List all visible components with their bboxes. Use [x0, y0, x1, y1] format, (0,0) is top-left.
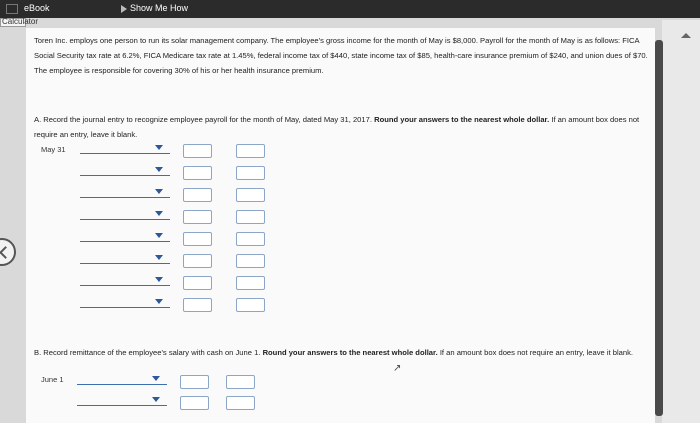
credit-input-1[interactable] — [236, 144, 265, 158]
part-a-instructions — [34, 112, 654, 142]
debit-input-5[interactable] — [183, 232, 212, 246]
scroll-up-icon[interactable] — [681, 33, 691, 38]
account-select-b2[interactable] — [77, 404, 167, 406]
credit-input-5[interactable] — [236, 232, 265, 246]
dropdown-arrow-icon[interactable] — [155, 233, 163, 238]
play-icon[interactable] — [121, 5, 127, 13]
credit-input-7[interactable] — [236, 276, 265, 290]
dropdown-arrow-icon[interactable] — [155, 255, 163, 260]
account-select-2[interactable] — [80, 174, 170, 176]
debit-input-7[interactable] — [183, 276, 212, 290]
credit-input-3[interactable] — [236, 188, 265, 202]
debit-input-1[interactable] — [183, 144, 212, 158]
credit-input-4[interactable] — [236, 210, 265, 224]
account-select-1[interactable] — [80, 152, 170, 154]
dropdown-arrow-icon[interactable] — [152, 397, 160, 402]
dropdown-arrow-icon[interactable] — [155, 145, 163, 150]
part-a-rounding: Round your answers to the nearest whole dollar. — [374, 115, 550, 124]
account-select-8[interactable] — [80, 306, 170, 308]
dropdown-arrow-icon[interactable] — [155, 211, 163, 216]
account-select-7[interactable] — [80, 284, 170, 286]
dropdown-arrow-icon[interactable] — [155, 167, 163, 172]
part-b-instructions — [34, 345, 654, 360]
account-select-b1[interactable] — [77, 383, 167, 385]
ebook-icon[interactable] — [6, 4, 18, 14]
dropdown-arrow-icon[interactable] — [152, 376, 160, 381]
back-arrow-button[interactable] — [0, 238, 16, 266]
credit-input-2[interactable] — [236, 166, 265, 180]
part-b-rounding: Round your answers to the nearest whole dollar. — [262, 348, 438, 357]
calculator-button[interactable]: Calculator — [2, 17, 39, 26]
problem-panel — [26, 28, 655, 423]
scrollbar-track[interactable] — [662, 20, 700, 423]
part-a-text: A. Record the journal entry to recognize employee payroll for the month of May, dated May 31, 2017. — [34, 115, 372, 124]
debit-input-4[interactable] — [183, 210, 212, 224]
credit-input-8[interactable] — [236, 298, 265, 312]
dropdown-arrow-icon[interactable] — [155, 277, 163, 282]
debit-input-6[interactable] — [183, 254, 212, 268]
cursor-icon: ↗ — [393, 363, 402, 374]
part-b-date: June 1 — [41, 375, 64, 384]
debit-input-b2[interactable] — [180, 396, 209, 410]
account-select-4[interactable] — [80, 218, 170, 220]
top-toolbar — [0, 0, 700, 18]
credit-input-b2[interactable] — [226, 396, 255, 410]
account-select-3[interactable] — [80, 196, 170, 198]
debit-input-2[interactable] — [183, 166, 212, 180]
credit-input-b1[interactable] — [226, 375, 255, 389]
dropdown-arrow-icon[interactable] — [155, 299, 163, 304]
part-a-date: May 31 — [41, 145, 66, 154]
part-b-blank-note: If an amount box does not require an entry, leave it blank. — [439, 348, 634, 357]
ebook-button[interactable]: eBook — [24, 3, 50, 13]
scrollbar-thumb[interactable] — [655, 40, 663, 416]
part-b-text: B. Record remittance of the employee's salary with cash on June 1. — [34, 348, 261, 357]
debit-input-b1[interactable] — [180, 375, 209, 389]
account-select-5[interactable] — [80, 240, 170, 242]
debit-input-3[interactable] — [183, 188, 212, 202]
credit-input-6[interactable] — [236, 254, 265, 268]
problem-intro: Toren Inc. employs one person to run its solar management company. The employee's gross income for the month of May is $8,000. Payroll for the month of May is as follows: FICA Social Security tax rate at 6.2%, FICA Medicare tax rate at 1.45%, federal income tax of $440, state income tax of $85, health-care insurance premium of $240, and union dues of $70. The employee is responsible for covering 30% of his or her health insurance premium. — [34, 36, 648, 75]
dropdown-arrow-icon[interactable] — [155, 189, 163, 194]
show-me-how-button[interactable]: Show Me How — [130, 3, 189, 13]
debit-input-8[interactable] — [183, 298, 212, 312]
part-a-blank-note: If an amount box does not require an entry, leave it blank. — [34, 115, 640, 139]
account-select-6[interactable] — [80, 262, 170, 264]
